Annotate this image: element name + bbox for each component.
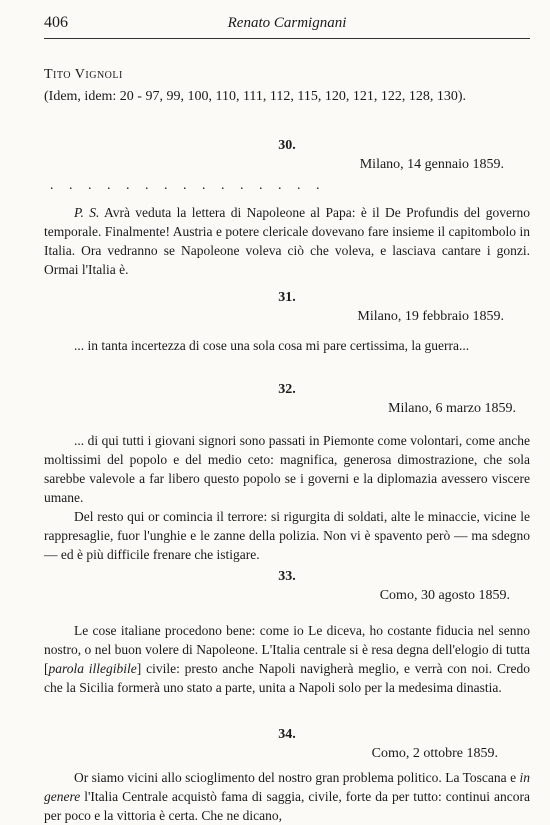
letter-number: 30.	[278, 138, 296, 153]
letter-number: 34.	[278, 727, 296, 742]
text-segment: Or siamo vicini allo scioglimento del nostro gran problema politico. La Toscana e	[74, 770, 520, 785]
attribution	[44, 64, 530, 108]
correspondent-name: Tito Vignoli	[44, 67, 123, 82]
letter-body	[44, 768, 530, 825]
letter-body	[44, 203, 530, 279]
letter-32	[44, 381, 530, 564]
letter-33	[44, 568, 530, 697]
letter-31	[44, 289, 530, 355]
letter-dateline: Milano, 6 marzo 1859.	[388, 401, 516, 416]
omission-ellipsis: . . . . . . . . . . . . . . .	[50, 178, 326, 193]
postscript-text: Avrà veduta la lettera di Napoleone al Papa: è il De Profundis del governo temporale. Finalmente! Austria e potere clericale dovevano fare insieme il capitombolo in Italia. Ora vedranno se Napoleone voleva ciò che voleva, e lasciava cantare i gonzi. Ormai l'Italia è.	[44, 205, 530, 277]
italic-phrase: in genere	[44, 770, 530, 804]
running-title: Renato Carmignani	[227, 15, 347, 31]
letter-dateline: Milano, 19 febbraio 1859.	[357, 309, 504, 324]
letter-dateline: Como, 30 agosto 1859.	[379, 588, 510, 603]
letter-30	[44, 137, 530, 279]
letter-body: ... di qui tutti i giovani signori sono passati in Piemonte come volontari, come anche moltissimi del popolo e del medio ceto: magnifica, generosa dimostrazione, che sola sarebbe valevole a far libero questo popolo se i governi e la diplomazia avessero viscere umane.	[44, 433, 530, 505]
letter-body	[44, 621, 530, 697]
text-segment: ] civile: presto anche Napoli navigherà meglio, e verrà con noi. Credo che la Sicilia formerà uno stato a parte, unita a Napoli solo per la medesima dinastia.	[44, 661, 530, 695]
page-header	[44, 10, 530, 36]
letter-body: ... in tanta incertezza di cose una sola cosa mi pare certissima, la guerra...	[74, 338, 470, 353]
letter-34	[44, 726, 530, 825]
letter-number: 32.	[278, 382, 296, 397]
letter-dateline: Como, 2 ottobre 1859.	[371, 746, 498, 761]
text-segment: Le cose italiane procedono bene: come io Le diceva, ho costante fiducia nel senno nostro, o nel buon volere di Napoleone. L'Italia centrale si è resa degna dell'elogio di tutta [	[44, 623, 530, 676]
letter-number: 31.	[278, 290, 296, 305]
letter-dateline: Milano, 14 gennaio 1859.	[359, 157, 504, 172]
postscript-label: P. S.	[74, 205, 100, 220]
letter-number: 33.	[278, 569, 296, 584]
header-rule	[44, 38, 530, 39]
editorial-note: parola illegibile	[48, 661, 137, 676]
page-number: 406	[44, 14, 68, 31]
source-reference: (Idem, idem: 20 - 97, 99, 100, 110, 111, 112, 115, 120, 121, 122, 128, 130).	[44, 89, 467, 104]
letter-body-paragraph-2: Del resto qui or comincia il terrore: si rigurgita di soldati, alte le minaccie, vicine le rappresaglie, fuor l'unghie e le zanne della polizia. Non vi è spavento però — ma sdegno — ed è più difficile frenare che istigare.	[44, 509, 530, 562]
text-segment: l'Italia Centrale acquistò fama di saggia, civile, forte da per tutto: continui ancora per poco e la vittoria è certa. Che ne dicano,	[44, 789, 530, 823]
